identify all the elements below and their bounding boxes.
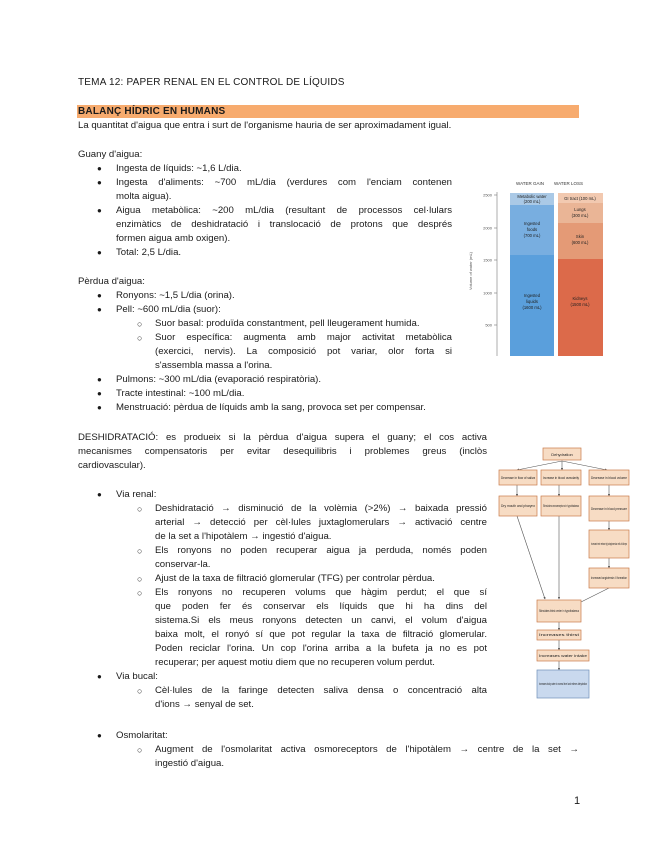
bullet-dot: ●: [97, 206, 102, 215]
loss-sub-item: Suor basal: produïda constantment, pell lleugerament humida.: [155, 318, 420, 329]
loss-item: Menstruació: pèrdua de líquids amb la sang, provoca set per compensar.: [116, 402, 426, 413]
gain-heading: Guany d'aigua:: [78, 149, 143, 160]
gain-item: Ingesta d'aliments: ~700 mL/dia (verdures com l'enciam contenen: [116, 177, 452, 188]
bar-kidneys: [558, 259, 603, 356]
loss-label-1a: GI tract (100 mL): [564, 196, 596, 201]
flow-text-dry-mouth: Dry mouth and pharynx: [501, 504, 536, 508]
renal-item: Deshidratació → disminució de la volèmia (>2%) → baixada pressió: [155, 503, 487, 514]
loss-label-3b: (600 mL): [571, 240, 589, 245]
page-number: 1: [574, 795, 581, 807]
loss-sub-item: s'assembla massa a l'orina.: [155, 360, 273, 371]
gain-label-1b: (200 mL): [523, 199, 541, 204]
renal-item: Els ronyons no poden recuperar aigua ja perduda, només poden: [155, 545, 487, 556]
sub-bullet-circle: ○: [137, 333, 143, 343]
section-heading: BALANÇ HÍDRIC EN HUMANS: [78, 106, 226, 117]
gain-item: molta aigua).: [116, 191, 172, 202]
loss-heading: Pèrdua d'aigua:: [78, 276, 145, 287]
bucal-item: d'ions → senyal de set.: [155, 699, 254, 710]
bullet-dot: ●: [97, 490, 102, 499]
sub-bullet-circle: ○: [137, 319, 143, 329]
gain-label-1a: Metabolic water: [517, 194, 547, 199]
bullet-dot: ●: [97, 389, 102, 398]
loss-item: Tracte intestinal: ~100 mL/dia.: [116, 388, 245, 399]
loss-label-3a: Skin: [575, 234, 585, 239]
flow-text-water-intake: Increases water intake: [539, 654, 588, 658]
bullet-dot: ●: [97, 305, 102, 314]
sub-bullet-circle: ○: [137, 574, 143, 584]
flow-text-osmolarity: Increase in blood osmolarity: [543, 476, 580, 480]
bullet-dot: ●: [97, 731, 102, 740]
loss-label-2a: Lungs: [574, 207, 586, 212]
gain-label-2b: foods: [526, 227, 538, 232]
y-tick-label: 500: [485, 322, 492, 328]
flow-text-thirst-center: Stimulates thirst center in hypothalamus: [539, 609, 580, 613]
gain-item: Ingesta de líquids: ~1,6 L/dia.: [116, 163, 242, 174]
gain-label-2a: Ingested: [523, 221, 541, 226]
renal-item: Ajust de la taxa de filtració glomerular (TFG) per controlar pèrdua.: [155, 573, 435, 584]
renal-label: Via renal:: [116, 489, 157, 500]
page-title: TEMA 12: PAPER RENAL EN EL CONTROL DE LÍQUIDS: [78, 77, 345, 88]
sub-bullet-circle: ○: [137, 504, 143, 514]
section-intro: La quantitat d'aigua que entra i surt de l'organisme hauria de ser aproximadament igual.: [78, 120, 452, 131]
bullet-dot: ●: [97, 178, 102, 187]
bullet-dot: ●: [97, 403, 102, 412]
bullet-dot: ●: [97, 248, 102, 257]
flow-text-angiotensin: Increased angiotensin II formation: [591, 576, 628, 580]
loss-label-4b: (1500 mL): [570, 302, 590, 307]
loss-sub-item: (exercici, nervis). La composició pot variar, olor forta si: [155, 346, 452, 357]
y-tick-label: 1500: [483, 257, 492, 263]
gain-label-3c: (1600 mL): [522, 305, 542, 310]
flow-text-increases-thirst: Increases thirst: [539, 633, 580, 637]
sub-bullet-circle: ○: [137, 546, 143, 556]
flow-text-dehydration: Dehydration: [551, 452, 573, 457]
dehydration-intro: DESHIDRATACIÓ: es produeix si la pèrdua d'aigua supera el guany; el cos activa: [78, 432, 487, 443]
osmo-label: Osmolaritat:: [116, 730, 168, 741]
y-tick-label: 2500: [483, 192, 492, 198]
sub-bullet-circle: ○: [137, 686, 143, 696]
gain-label-3a: Ingested: [523, 293, 541, 298]
renal-item: conservar-la.: [155, 559, 211, 570]
dehydration-flowchart: [497, 444, 633, 714]
gain-item: enzimàtics de deshidratació i translocació de protons que després: [116, 219, 452, 230]
loss-label-4a: Kidneys: [572, 296, 588, 301]
y-tick-label: 1000: [483, 290, 492, 296]
renal-item: Poden reciclar l'orina. Un cop l'orina arriba a la bufeta ja no es pot: [155, 643, 487, 654]
gain-item: Total: 2,5 L/dia.: [116, 247, 182, 258]
loss-item: Ronyons: ~1,5 L/dia (orina).: [116, 290, 235, 301]
bullet-dot: ●: [97, 164, 102, 173]
flow-text-blood-volume: Decrease in blood volume: [591, 476, 628, 480]
renal-item: Els ronyons no recuperen volums que hàgim perdut; el que sí: [155, 587, 487, 598]
renal-item: arterial → detecció per cèl·lules juxtaglomerulars → activació centre: [155, 517, 487, 528]
dehydration-intro: mecanismes compensatoris per evitar desequilibris i problemes greus (inclòs: [78, 446, 487, 457]
loss-label-2b: (300 mL): [571, 213, 589, 218]
flow-text-osmoreceptors: Stimulates osmoreceptors in hypothalamus: [543, 504, 580, 508]
bucal-label: Via bucal:: [116, 671, 158, 682]
bullet-dot: ●: [97, 375, 102, 384]
osmo-item: Augment de l'osmolaritat activa osmoreceptors de l'hipotàlem → centre de la set →: [155, 744, 579, 755]
renal-item: de la set a l'hipotàlem → ingestió d'aigua.: [155, 531, 332, 542]
loss-sub-item: Suor específica: augmenta amb major activitat metabòlica: [155, 332, 452, 343]
dehydration-intro: cardiovascular).: [78, 460, 146, 471]
gain-item: Aigua metabòlica: ~200 mL/dia (resultant de processos cel·lulars: [116, 205, 452, 216]
flow-text-blood-pressure: Decrease in blood pressure: [591, 507, 628, 511]
y-tick-label: 2000: [483, 225, 492, 231]
water-balance-figure: [464, 176, 596, 360]
osmo-item: ingestió d'aigua.: [155, 758, 225, 769]
renal-item: que poden fer és conservar els líquids que hi ha dins del: [155, 601, 487, 612]
gain-column-title: WATER GAIN: [516, 181, 544, 186]
renal-item: sistema.Si els meus ronyons detecten un canvi, el volum d'aigua: [155, 615, 487, 626]
gain-label-2c: (700 mL): [523, 233, 541, 238]
y-axis-label: Volume of water (mL): [468, 251, 473, 290]
bullet-dot: ●: [97, 291, 102, 300]
gain-label-3b: liquids: [526, 299, 538, 304]
sub-bullet-circle: ○: [137, 588, 143, 598]
renal-item: recuperar; per aquest motiu diem que no recuperen volum perdut.: [155, 657, 435, 668]
renal-item: baixa molt, el ronyó sí que pot regular la taxa de filtració glomerular.: [155, 629, 487, 640]
flow-text-renin: Increased renin release by juxtaglomerular cells of kidneys: [591, 542, 628, 546]
bullet-dot: ●: [97, 672, 102, 681]
flow-text-result: Increases body water to normal level and relieves dehydration: [539, 682, 588, 686]
sub-bullet-circle: ○: [137, 745, 143, 755]
loss-item: Pell: ~600 mL/dia (suor):: [116, 304, 221, 315]
bucal-item: Cèl·lules de la faringe detecten saliva densa o concentració alta: [155, 685, 487, 696]
loss-item: Pulmons: ~300 mL/dia (evaporació respiratòria).: [116, 374, 322, 385]
flow-text-saliva: Decrease in flow of saliva: [501, 476, 536, 480]
loss-column-title: WATER LOSS: [554, 181, 584, 186]
gain-item: formen aigua amb oxigen).: [116, 233, 231, 244]
